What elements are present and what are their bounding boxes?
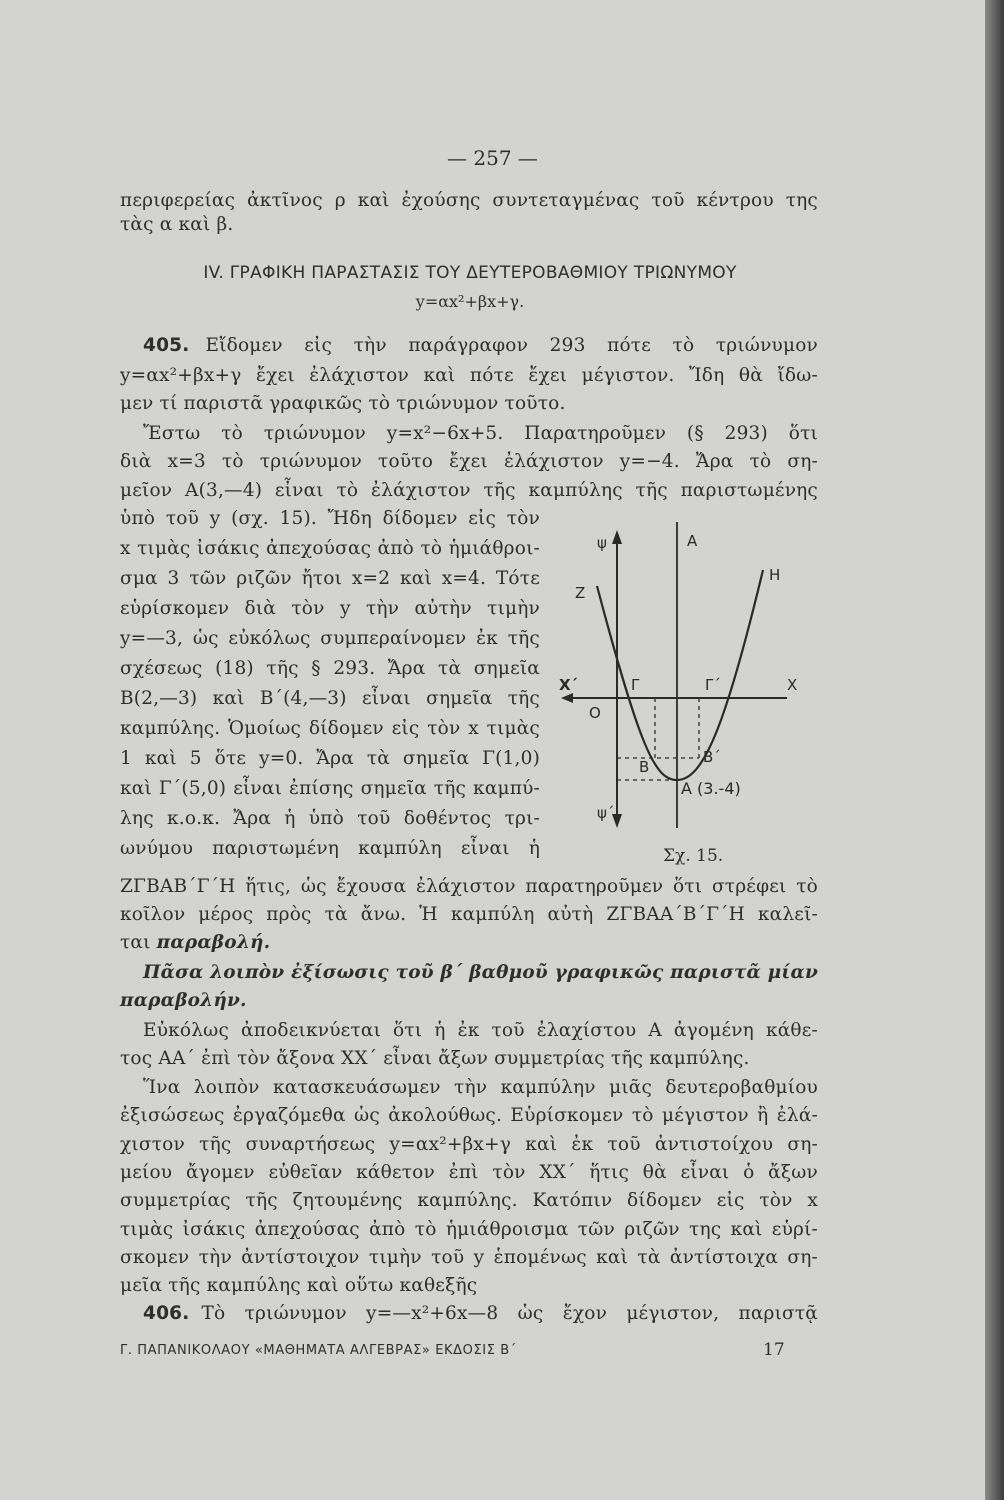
wrap-line-6: σχέσεως (18) τῆς § 293. Ἄρα τὰ σημεῖα xyxy=(120,658,540,679)
book-binding-edge xyxy=(985,0,1004,1500)
para-405-first-line xyxy=(143,335,818,356)
para-406-number: 406. xyxy=(143,1303,190,1324)
wrap-line-1: ὑπὸ τοῦ y (σχ. 15). Ἤδη δίδομεν εἰς τὸν xyxy=(120,508,540,529)
fig-label-b-prime: Β΄ xyxy=(703,748,721,766)
body2-line-2: τος ΑΑ΄ ἐπὶ τὸν ἄξονα ΧΧ΄ εἶναι ἄξων συμμετρίας τῆς καμπύλης. xyxy=(120,1048,750,1069)
para-405-line-4: διὰ x=3 τὸ τριώνυμον τοῦτο ἔχει ἐλάχιστον y=−4. Ἄρα τὸ ση- xyxy=(120,451,818,472)
para-406-text: Τὸ τριώνυμον y=—x²+6x—8 ὡς ἔχον μέγιστον, παριστᾷ xyxy=(201,1303,818,1324)
wrap-line-4: εὑρίσκομεν διὰ τὸν y τὴν αὐτὴν τιμὴν xyxy=(120,598,540,619)
fig-label-psi-prime: ψ΄ xyxy=(597,804,615,822)
body2-line-3: Ἵνα λοιπὸν κατασκευάσωμεν τὴν καμπύλην μιᾶς δευτεροβαθμίου xyxy=(143,1077,818,1098)
body2-line-4: ἐξισώσεως ἐργαζόμεθα ὡς ἀκολούθως. Εὑρίσκομεν τὸ μέγιστον ἢ ἐλά- xyxy=(120,1105,818,1126)
y-axis-arrow-up xyxy=(612,530,622,544)
wrap-line-11: λης κ.ο.κ. Ἄρα ἡ ὑπὸ τοῦ δοθέντος τρι- xyxy=(120,808,540,829)
after-line-1: ΖΓΒΑΒ΄Γ΄Η ἥτις, ὡς ἔχουσα ἐλάχιστον παρατηροῦμεν ὅτι στρέφει τὸ xyxy=(120,876,818,897)
section-formula: y=αx²+βx+γ. xyxy=(415,292,525,311)
wrap-line-12: ωνύμου παριστωμένη καμπύλη εἶναι ἡ xyxy=(120,838,540,859)
after-line-2: κοῖλον μέρος πρὸς τὰ ἄνω. Ἡ καμπύλη αὐτὴ ΖΓΒΑΑ΄Β΄Γ΄Η καλεῖ- xyxy=(120,904,818,925)
figure-caption: Σχ. 15. xyxy=(663,846,724,866)
fig-label-g: Γ xyxy=(631,676,640,694)
after-line-3 xyxy=(120,932,270,953)
fig-label-vertex: Α (3.-4) xyxy=(681,779,741,798)
fig-label-h: Η xyxy=(769,566,781,584)
para-405-line-3: Ἔστω τὸ τριώνυμον y=x²−6x+5. Παρατηροῦμεν (§ 293) ὅτι xyxy=(143,423,818,444)
fig-label-x: Χ xyxy=(787,676,798,694)
wrap-line-7: Β(2,—3) καὶ Β΄(4,—3) εἶναι σημεῖα τῆς xyxy=(120,688,540,709)
wrap-line-9: 1 καὶ 5 ὅτε y=0. Ἄρα τὰ σημεῖα Γ(1,0) xyxy=(120,748,540,769)
para-405-line-1: y=αx²+βx+γ ἔχει ἐλάχιστον καὶ πότε ἔχει μέγιστον. Ἴδη θὰ ἴδω- xyxy=(120,365,818,386)
fig-label-z: Ζ xyxy=(575,584,586,602)
italic-statement-1: Πᾶσα λοιπὸν ἐξίσωσις τοῦ β΄ βαθμοῦ γραφικῶς παριστᾶ μίαν xyxy=(143,962,818,983)
fig-label-g-prime: Γ΄ xyxy=(705,676,721,694)
wrap-line-8: καμπύλης. Ὁμοίως δίδομεν εἰς τὸν x τιμὰς xyxy=(120,718,540,739)
wrap-line-10: καὶ Γ΄(5,0) εἶναι ἐπίσης σημεῖα τῆς καμπύ- xyxy=(120,778,540,799)
para-405-line-2: μεν τί παριστᾶ γραφικῶς τὸ τριώνυμον τοῦτο. xyxy=(120,393,566,414)
parabola-figure xyxy=(555,518,805,848)
wrap-line-5: y=—3, ὡς εὐκόλως συμπεραίνομεν ἐκ τῆς xyxy=(120,628,540,649)
wrap-line-2: x τιμὰς ἰσάκις ἀπεχούσας ἀπὸ τὸ ἡμιάθροι- xyxy=(120,538,540,559)
para-405-number: 405. xyxy=(143,335,190,356)
page-number: — 257 — xyxy=(447,146,538,170)
term-parabola: παραβολή. xyxy=(156,932,271,953)
footer-title: Γ. ΠΑΠΑΝΙΚΟΛΑΟΥ «ΜΑΘΗΜΑΤΑ ΑΛΓΕΒΡΑΣ» ΕΚΔΟΣΙΣ Β΄ xyxy=(120,1343,517,1358)
fig-label-a-top: Α xyxy=(687,532,698,550)
fig-label-x-prime: Χ΄ xyxy=(559,676,578,694)
body2-line-5: χιστον τῆς συναρτήσεως y=αx²+βx+γ καὶ ἐκ τοῦ ἀντιστοίχου ση- xyxy=(120,1134,818,1155)
italic-statement-2: παραβολήν. xyxy=(120,990,247,1011)
fig-label-o: Ο xyxy=(589,704,601,722)
parabola-curve xyxy=(597,570,763,780)
x-axis-arrow-left xyxy=(561,693,573,703)
para-405-line-5: μεῖον Α(3,—4) εἶναι τὸ ἐλάχιστον τῆς καμπύλης τῆς παριστωμένης xyxy=(120,480,818,501)
para-406-line xyxy=(143,1303,818,1324)
body2-line-8: τιμὰς ἰσάκις ἀπεχούσας ἀπὸ τὸ ἡμιάθροισμα τῶν ριζῶν της καὶ εὑρί- xyxy=(120,1219,818,1240)
footer-signature: 17 xyxy=(763,1340,785,1360)
intro-line-2: τὰς α καὶ β. xyxy=(120,214,234,235)
fig-label-b: Β xyxy=(639,758,650,776)
para-405-line-0: Εἴδομεν εἰς τὴν παράγραφον 293 πότε τὸ τριώνυμον xyxy=(205,335,818,356)
body2-line-1: Εὐκόλως ἀποδεικνύεται ὅτι ἡ ἐκ τοῦ ἐλαχίστου Α ἀγομένη κάθε- xyxy=(143,1020,818,1041)
section-heading: IV. ΓΡΑΦΙΚΗ ΠΑΡΑΣΤΑΣΙΣ ΤΟΥ ΔΕΥΤΕΡΟΒΑΘΜΙΟΥ ΤΡΙΩΝΥΜΟΥ xyxy=(203,263,737,283)
intro-line-1: περιφερείας ἀκτῖνος ρ καὶ ἐχούσης συντεταγμένας τοῦ κέντρου της xyxy=(120,190,818,211)
body2-line-10: μεῖα τῆς καμπύλης καὶ οὕτω καθεξῆς xyxy=(120,1275,478,1296)
body2-line-6: μείου ἄγομεν εὐθεῖαν κάθετον ἐπὶ τὸν ΧΧ΄ ἥτις θὰ εἶναι ὁ ἄξων xyxy=(120,1162,818,1183)
fig-label-psi: ψ xyxy=(597,534,607,552)
wrap-line-3: σμα 3 τῶν ριζῶν ἤτοι x=2 καὶ x=4. Τότε xyxy=(120,568,540,589)
body2-line-7: συμμετρίας τῆς ζητουμένης καμπύλης. Κατόπιν δίδομεν εἰς τὸν x xyxy=(120,1190,818,1211)
after-line-3-prefix: ται xyxy=(120,932,157,953)
body2-line-9: σκομεν τὴν ἀντίστοιχον τιμὴν τοῦ y ἑπομένως καὶ τὰ ἀντίστοιχα ση- xyxy=(120,1247,818,1268)
